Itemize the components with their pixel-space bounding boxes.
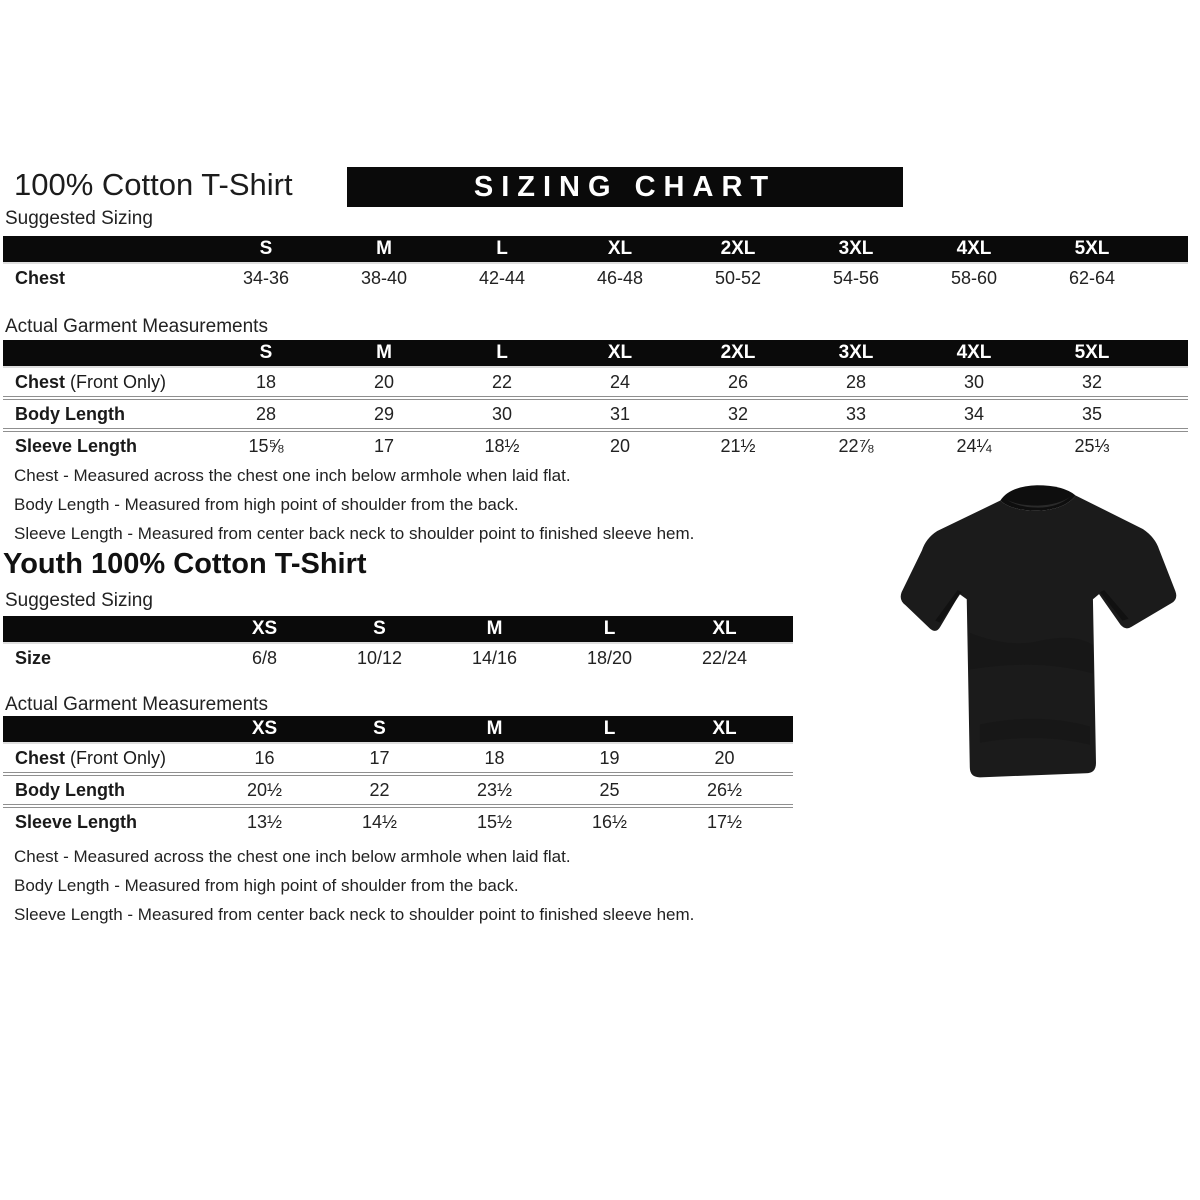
- cell-value: 22: [491, 371, 513, 392]
- table-row: [3, 368, 1188, 396]
- youth-section-title: Youth 100% Cotton T-Shirt: [3, 548, 367, 580]
- size-col-header: XS: [251, 618, 278, 639]
- cell-value: 20: [714, 747, 735, 768]
- size-col-header: XL: [607, 342, 633, 363]
- cell-value: 14½: [361, 811, 398, 832]
- cell-value: 17: [369, 747, 390, 768]
- cell-value: 38-40: [360, 267, 408, 288]
- note-line: Sleeve Length - Measured from center back neck to shoulder point to finished sleeve hem.: [14, 905, 695, 924]
- table-row: [3, 264, 1188, 292]
- cell-value: 16: [254, 747, 275, 768]
- cell-value: 62-64: [1068, 267, 1116, 288]
- cell-value: 46-48: [596, 267, 644, 288]
- size-col-header: 3XL: [838, 342, 874, 363]
- size-col-header: S: [373, 618, 386, 639]
- cell-value: 15½: [476, 811, 513, 832]
- adult-actual-measurements-label: Actual Garment Measurements: [5, 316, 268, 337]
- size-col-header: M: [486, 718, 503, 739]
- row-label: Chest: [15, 267, 66, 288]
- cell-value: 34: [963, 403, 985, 424]
- table-row: [3, 428, 1188, 460]
- cell-value: 19: [599, 747, 620, 768]
- size-col-header: 3XL: [838, 238, 874, 259]
- cell-value: 13½: [246, 811, 283, 832]
- youth-actual-measurements-table: [3, 716, 793, 836]
- cell-value: 20: [609, 435, 631, 456]
- size-col-header: 4XL: [956, 342, 992, 363]
- cell-value: 14/16: [471, 647, 518, 668]
- cell-value: 42-44: [478, 267, 526, 288]
- cell-value: 17: [373, 435, 395, 456]
- adult-suggested-sizing-table: [3, 236, 1188, 292]
- row-label: Body Length: [15, 779, 125, 800]
- cell-value: 32: [1081, 371, 1103, 392]
- sizing-chart-banner: [347, 167, 903, 207]
- cell-value: 15⅝: [248, 435, 284, 456]
- cell-value: 22⅞: [838, 435, 874, 456]
- cell-value: 25⅓: [1074, 435, 1110, 456]
- cell-value: 34-36: [242, 267, 290, 288]
- row-label: Chest (Front Only): [15, 747, 167, 768]
- table-row: [3, 396, 1188, 428]
- adult-suggested-header-row: [3, 236, 1188, 264]
- cell-value: 22: [369, 779, 390, 800]
- cell-value: 10/12: [356, 647, 403, 668]
- size-col-header: L: [496, 342, 508, 363]
- cell-value: 20: [373, 371, 395, 392]
- size-col-header: L: [603, 718, 616, 739]
- cell-value: 30: [491, 403, 513, 424]
- size-col-header: XS: [251, 718, 278, 739]
- cell-value: 54-56: [832, 267, 880, 288]
- cell-value: 20½: [246, 779, 283, 800]
- note-line: Chest - Measured across the chest one inch below armhole when laid flat.: [14, 847, 571, 866]
- cell-value: 29: [373, 403, 395, 424]
- youth-suggested-sizing-table: [3, 616, 793, 672]
- black-tshirt-image: [886, 470, 1192, 816]
- table-row: [3, 744, 793, 772]
- youth-actual-measurements-label: Actual Garment Measurements: [5, 694, 268, 715]
- cell-value: 23½: [476, 779, 513, 800]
- youth-actual-header-row: [3, 716, 793, 744]
- adult-actual-measurements-table: [3, 340, 1188, 460]
- size-col-header: 5XL: [1074, 342, 1110, 363]
- cell-value: 25: [599, 779, 620, 800]
- size-col-header: M: [376, 238, 392, 259]
- cell-value: 30: [963, 371, 985, 392]
- size-col-header: S: [373, 718, 386, 739]
- size-col-header: XL: [712, 618, 737, 639]
- cell-value: 50-52: [714, 267, 762, 288]
- row-label: Sleeve Length: [15, 435, 138, 456]
- cell-value: 18/20: [586, 647, 633, 668]
- cell-value: 18: [484, 747, 505, 768]
- cell-value: 24: [609, 371, 631, 392]
- size-col-header: L: [496, 238, 508, 259]
- size-col-header: 2XL: [720, 342, 756, 363]
- table-row: [3, 772, 793, 804]
- size-col-header: XL: [712, 718, 737, 739]
- cell-value: 21½: [720, 435, 756, 456]
- cell-value: 31: [609, 403, 631, 424]
- adult-measurement-notes: [14, 461, 694, 548]
- cell-value: 26: [727, 371, 749, 392]
- size-col-header: 4XL: [956, 238, 992, 259]
- cell-value: 35: [1081, 403, 1103, 424]
- cell-value: 18½: [484, 435, 520, 456]
- cell-value: 26½: [706, 779, 743, 800]
- size-col-header: L: [603, 618, 616, 639]
- sizing-chart-banner-label: SIZING CHART: [473, 170, 777, 203]
- tshirt-svg: [886, 470, 1192, 816]
- cell-value: 17½: [706, 811, 743, 832]
- cell-value: 16½: [591, 811, 628, 832]
- note-line: Chest - Measured across the chest one inch below armhole when laid flat.: [14, 466, 571, 485]
- cell-value: 24¼: [956, 435, 992, 456]
- cell-value: 18: [255, 371, 277, 392]
- note-line: Sleeve Length - Measured from center back neck to shoulder point to finished sleeve hem.: [14, 524, 695, 543]
- page-title: 100% Cotton T-Shirt: [14, 167, 293, 202]
- cell-value: 33: [845, 403, 867, 424]
- adult-suggested-sizing-label: Suggested Sizing: [5, 208, 153, 229]
- size-col-header: 2XL: [720, 238, 756, 259]
- cell-value: 22/24: [701, 647, 748, 668]
- note-line: Body Length - Measured from high point of shoulder from the back.: [14, 495, 519, 514]
- size-col-header: S: [259, 238, 273, 259]
- youth-suggested-header-row: [3, 616, 793, 644]
- row-label: Sleeve Length: [15, 811, 138, 832]
- size-col-header: XL: [607, 238, 633, 259]
- note-line: Body Length - Measured from high point of shoulder from the back.: [14, 876, 519, 895]
- youth-suggested-sizing-label: Suggested Sizing: [5, 590, 153, 611]
- cell-value: 28: [845, 371, 867, 392]
- table-row: [3, 804, 793, 836]
- size-col-header: M: [486, 618, 503, 639]
- adult-actual-header-row: [3, 340, 1188, 368]
- youth-measurement-notes: [14, 842, 694, 929]
- row-label: Chest (Front Only): [15, 371, 167, 392]
- row-label: Body Length: [15, 403, 125, 424]
- size-col-header: 5XL: [1074, 238, 1110, 259]
- cell-value: 32: [727, 403, 749, 424]
- cell-value: 6/8: [251, 647, 278, 668]
- size-col-header: M: [376, 342, 392, 363]
- size-col-header: S: [259, 342, 273, 363]
- cell-value: 28: [255, 403, 277, 424]
- table-row: [3, 644, 793, 672]
- row-label: Size: [15, 647, 52, 668]
- cell-value: 58-60: [950, 267, 998, 288]
